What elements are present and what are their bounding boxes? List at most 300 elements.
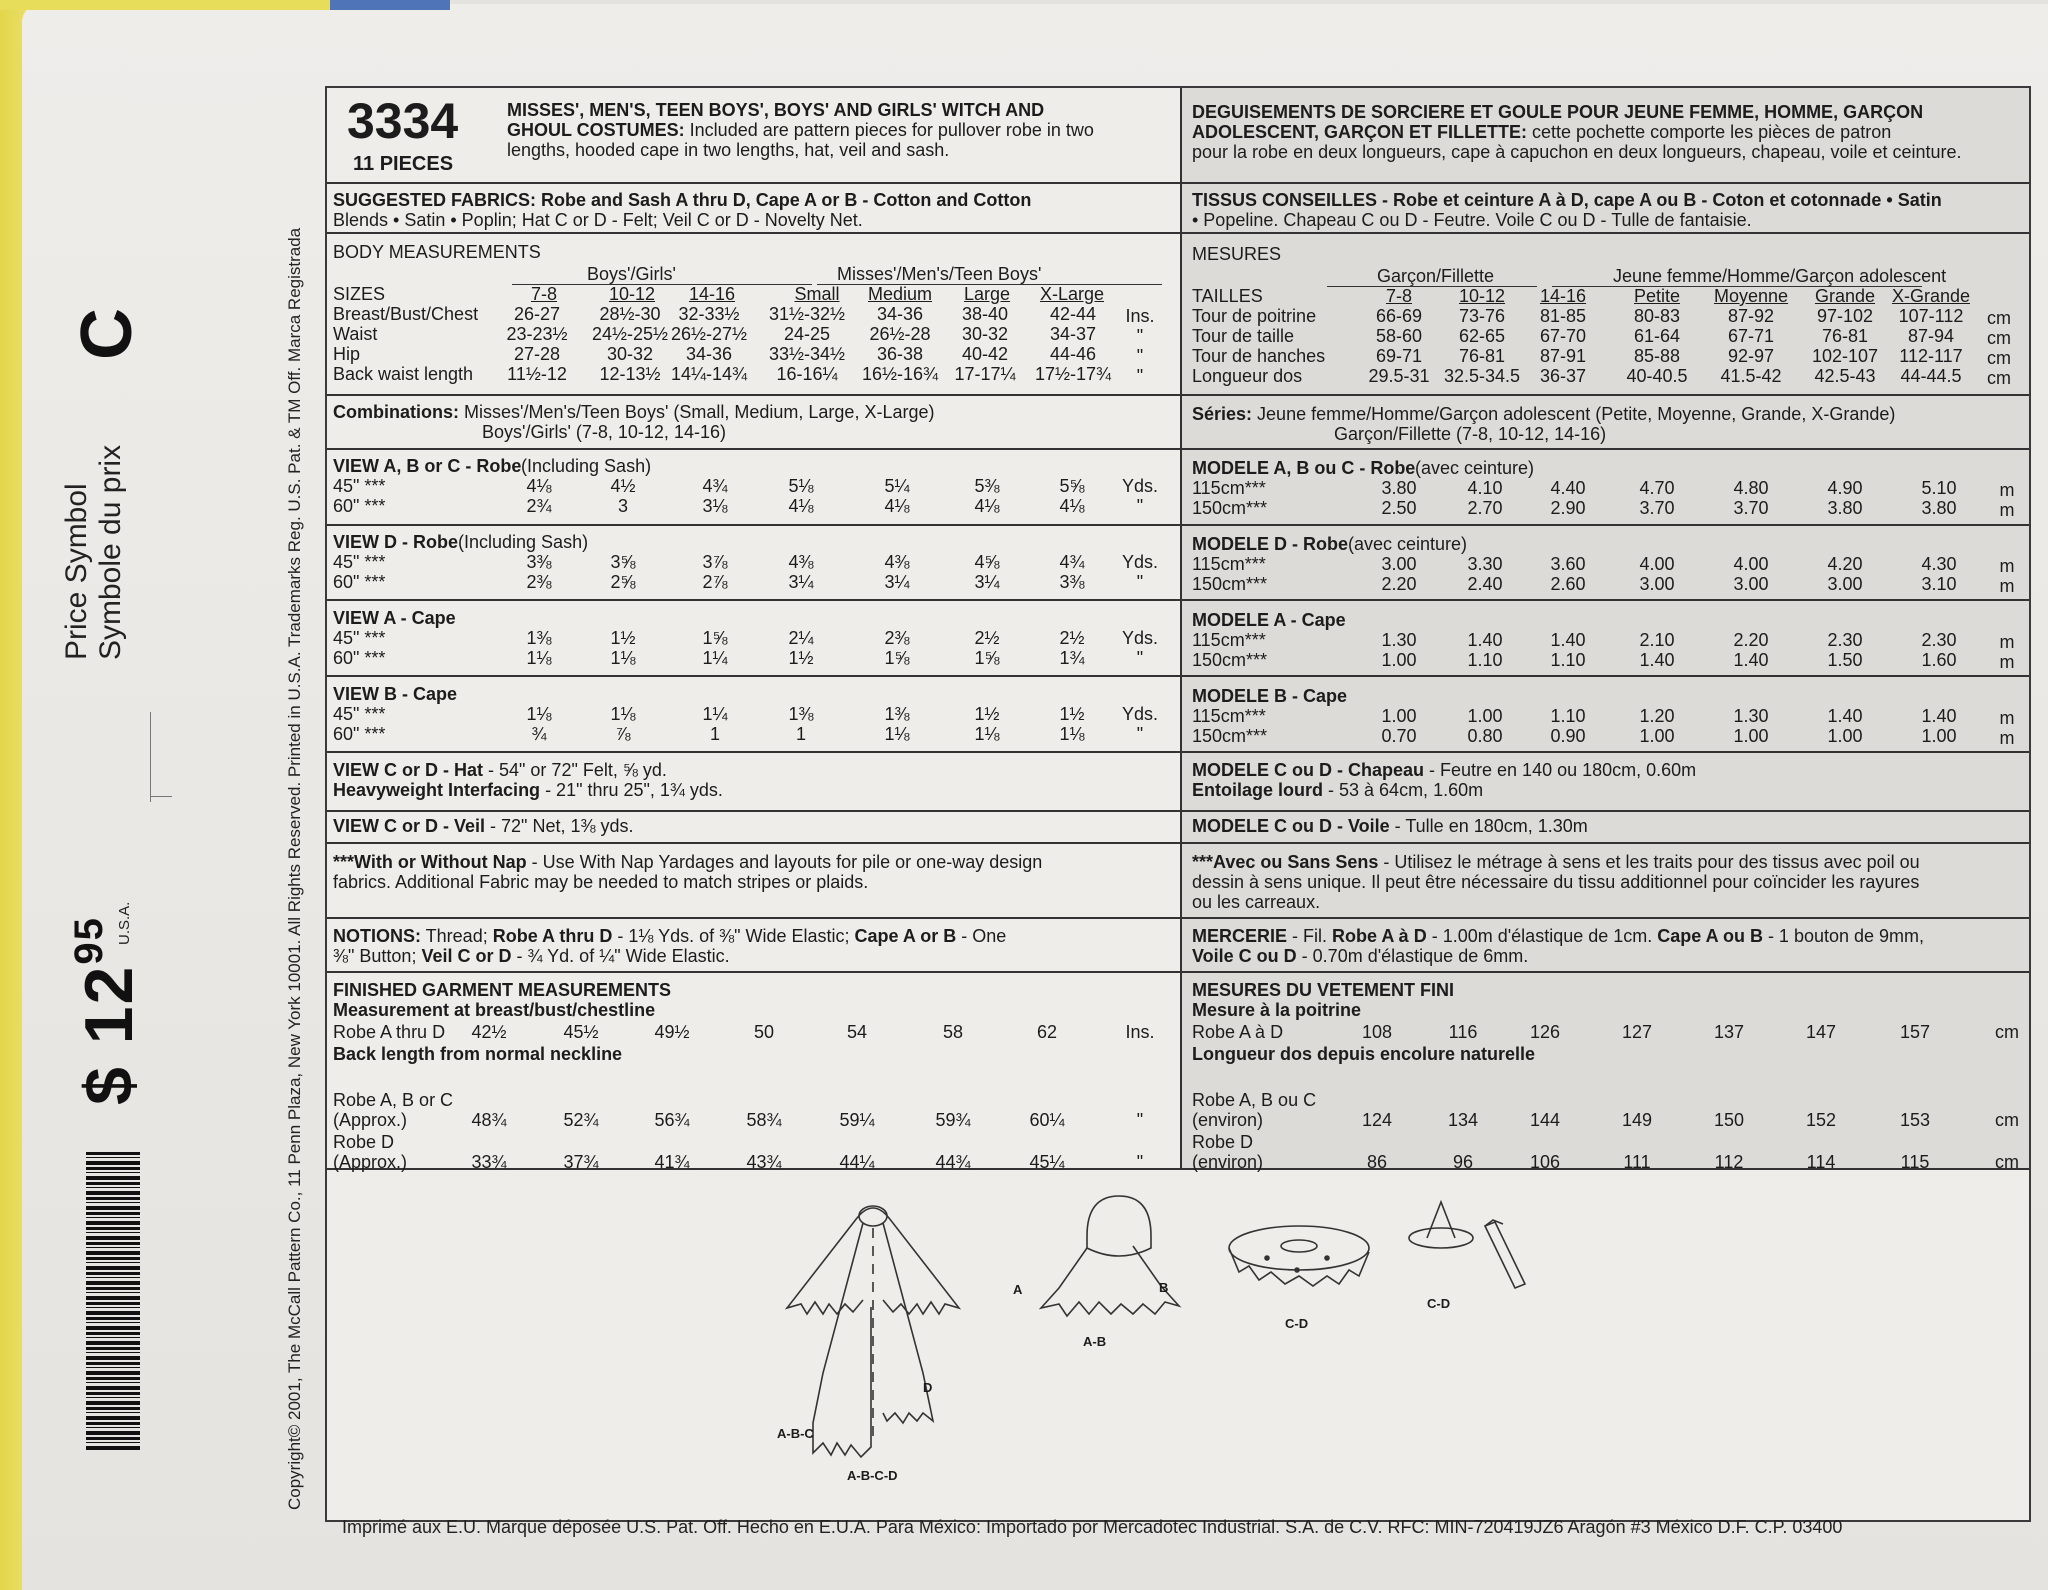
label-cape-ab: A-B: [1083, 1334, 1107, 1349]
yardage-cell-en: 1⅛: [610, 648, 636, 668]
body-cell-en: 34-36: [876, 304, 924, 324]
yardage-cell-fr: 2.20: [1381, 574, 1417, 594]
finished-row-label-fr: (environ): [1192, 1152, 1264, 1172]
combinations-fr-text: Jeune femme/Homme/Garçon adolescent (Petite, Moyenne, Grande, X-Grande): [1252, 404, 1896, 424]
body-cell-fr: 58-60: [1375, 326, 1423, 346]
yardage-cell-fr: 3.00: [1733, 574, 1769, 594]
view-subtitle-fr: (avec ceinture): [1348, 534, 1468, 554]
finished-title-en: FINISHED GARMENT MEASUREMENTS: [333, 980, 672, 1000]
finished-cell-en: 56¾: [654, 1110, 690, 1130]
title-en-2a: GHOUL COSTUMES:: [507, 120, 685, 140]
yardage-cell-fr: 1.60: [1921, 650, 1957, 670]
yardage-cell-fr: 4.80: [1733, 478, 1769, 498]
finished-cell-en: 45½: [563, 1022, 599, 1042]
view-title-en: VIEW A - Cape: [333, 608, 456, 628]
unit-label: m: [1999, 728, 2015, 748]
finished-cell-en: 52¾: [563, 1110, 599, 1130]
yardage-cell-en: 4⅜: [788, 552, 814, 572]
yardage-width-en: 45" ***: [333, 552, 386, 572]
yardage-cell-fr: 0.70: [1381, 726, 1417, 746]
yardage-cell-en: 1⅝: [974, 648, 1000, 668]
finished-row-label-fr: Robe A à D: [1192, 1022, 1284, 1042]
yardage-cell-fr: 3.70: [1639, 498, 1675, 518]
body-row-label-en: Back waist length: [333, 364, 474, 384]
unit-label: ": [1136, 346, 1144, 366]
yardage-cell-en: 2¾: [526, 496, 552, 516]
view-title-fr: MODELE B - Cape: [1192, 686, 1348, 706]
body-cell-fr: 92-97: [1727, 346, 1775, 366]
body-cell-en: 42-44: [1049, 304, 1097, 324]
barcode: [86, 1152, 140, 1452]
view-title-en: VIEW A, B or C - Robe: [333, 456, 522, 476]
unit-label: m: [1999, 480, 2015, 500]
notions-en-thread: Thread;: [421, 926, 493, 946]
title-fr-2a: ADOLESCENT, GARÇON ET FILLETTE:: [1192, 122, 1527, 142]
body-cell-en: 24-25: [783, 324, 831, 344]
yardage-cell-fr: 1.40: [1639, 650, 1675, 670]
yardage-cell-fr: 1.00: [1467, 706, 1503, 726]
body-cell-fr: 69-71: [1375, 346, 1423, 366]
size-header-fr: 7-8: [1385, 286, 1412, 306]
unit-label: ": [1136, 724, 1144, 744]
body-cell-en: 23-23½: [506, 324, 568, 344]
yardage-cell-en: 4⅛: [788, 496, 814, 516]
yardage-cell-fr: 1.40: [1827, 706, 1863, 726]
hat-en-title: VIEW C or D - Hat: [333, 760, 484, 780]
body-cell-fr: 102-107: [1811, 346, 1879, 366]
body-cell-en: 30-32: [961, 324, 1009, 344]
yardage-cell-en: 2⅜: [526, 572, 552, 592]
finished-cell-fr: 147: [1805, 1022, 1837, 1042]
yardage-cell-en: 5⅝: [1059, 476, 1085, 496]
body-row-label-fr: Tour de taille: [1192, 326, 1295, 346]
unit-label: m: [1999, 500, 2015, 520]
finished-cell-fr: 115: [1900, 1152, 1930, 1172]
yardage-cell-fr: 4.40: [1550, 478, 1586, 498]
yardage-cell-en: 1⅛: [610, 704, 636, 724]
yardage-cell-fr: 1.00: [1381, 706, 1417, 726]
body-cell-fr: 85-88: [1633, 346, 1681, 366]
yardage-cell-en: 1½: [1059, 704, 1085, 724]
body-cell-fr: 61-64: [1633, 326, 1681, 346]
sizes-label-fr: TAILLES: [1192, 286, 1263, 306]
yardage-cell-en: 1⅛: [1059, 724, 1085, 744]
unit-label: cm: [1995, 1110, 2019, 1130]
finished-sub1-fr: Mesure à la poitrine: [1192, 1000, 1362, 1020]
pattern-info-sheet: [325, 86, 2031, 1522]
view-illustrations: [327, 88, 2029, 1520]
notions-fr-title: MERCERIE: [1192, 926, 1288, 946]
size-header-fr: Petite: [1633, 286, 1681, 306]
pieces-count: 11 PIECES: [353, 153, 454, 175]
yardage-cell-en: ¾: [531, 724, 547, 744]
group-misses: Misses'/Men's/Teen Boys': [837, 264, 1042, 284]
hat-en-text: - 54" or 72" Felt, ⅝ yd.: [483, 760, 667, 780]
body-cell-en: 38-40: [961, 304, 1009, 324]
title-fr-1: DEGUISEMENTS DE SORCIERE ET GOULE POUR JEUNE FEMME, HOMME, GARÇON: [1192, 102, 1924, 122]
yardage-cell-en: 2¼: [788, 628, 814, 648]
body-title-en: BODY MEASUREMENTS: [333, 242, 541, 262]
yardage-cell-en: 1⅜: [788, 704, 814, 724]
finished-row-pre-fr: Robe A, B ou C: [1192, 1090, 1317, 1110]
body-cell-en: 26½-27½: [670, 324, 748, 344]
size-header-en: X-Large: [1039, 284, 1105, 304]
notions-fr-thread: - Fil.: [1287, 926, 1333, 946]
price-cents: 95: [67, 916, 112, 965]
yardage-cell-fr: 2.30: [1827, 630, 1863, 650]
body-cell-fr: 42.5-43: [1814, 366, 1876, 386]
yardage-width-fr: 115cm***: [1192, 478, 1266, 498]
yardage-cell-en: 1¾: [1059, 648, 1085, 668]
body-row-label-en: Hip: [333, 344, 361, 364]
yardage-cell-en: 1⅛: [884, 724, 910, 744]
price-symbol-fr: Symbole du prix: [94, 444, 127, 660]
combinations-en-label: Combinations:: [333, 402, 459, 422]
finished-cell-en: 48¾: [471, 1110, 507, 1130]
label-robe-abc: A-B-C: [777, 1426, 814, 1441]
finished-row-label-en: (Approx.): [333, 1152, 408, 1172]
body-cell-fr: 107-112: [1898, 306, 1964, 326]
finished-row-pre-en: Robe A, B or C: [333, 1090, 454, 1110]
blue-top-edge: [330, 0, 450, 10]
finished-row-pre-fr: Robe D: [1192, 1132, 1254, 1152]
yardage-cell-en: 4¾: [702, 476, 728, 496]
yardage-cell-en: 4⅝: [974, 552, 1000, 572]
yardage-width-fr: 150cm***: [1192, 726, 1268, 746]
body-cell-fr: 73-76: [1458, 306, 1506, 326]
label-cape-a: A: [1013, 1282, 1023, 1297]
finished-cell-en: 59¾: [935, 1110, 971, 1130]
body-cell-en: 27-28: [513, 344, 561, 364]
finished-cell-fr: 124: [1361, 1110, 1393, 1130]
finished-sub2-fr: Longueur dos depuis encolure naturelle: [1192, 1044, 1536, 1064]
group-jeune: Jeune femme/Homme/Garçon adolescent: [1613, 266, 1947, 286]
body-cell-fr: 29.5-31: [1368, 366, 1430, 386]
yardage-cell-fr: 5.10: [1921, 478, 1957, 498]
finished-cell-en: 49½: [654, 1022, 690, 1042]
body-cell-en: 34-37: [1049, 324, 1097, 344]
label-cape-b: B: [1159, 1280, 1169, 1295]
yardage-cell-en: 3¼: [974, 572, 1000, 592]
nap-fr-2: dessin à sens unique. Il peut être nécessaire du tissu additionnel pour coïncider les rayures: [1192, 872, 1920, 892]
yardage-width-en: 45" ***: [333, 704, 386, 724]
yardage-width-en: 45" ***: [333, 476, 386, 496]
unit-label: Yds.: [1121, 476, 1159, 496]
interfacing-en-title: Heavyweight Interfacing: [333, 780, 541, 800]
yardage-cell-fr: 4.10: [1467, 478, 1503, 498]
yardage-cell-fr: 2.70: [1467, 498, 1503, 518]
body-cell-fr: 81-85: [1539, 306, 1587, 326]
nap-fr-text: - Utilisez le métrage à sens et les traits pour des tissus avec poil ou: [1378, 852, 1920, 872]
finished-cell-fr: 116: [1448, 1022, 1478, 1042]
body-cell-en: 17½-17¾: [1034, 364, 1112, 384]
combinations-fr-label: Séries:: [1192, 404, 1253, 424]
combinations-en-text: Misses'/Men's/Teen Boys' (Small, Medium, Large, X-Large): [459, 402, 935, 422]
yardage-cell-en: 1⅝: [884, 648, 910, 668]
view-title-fr: MODELE A, B ou C - Robe: [1192, 458, 1416, 478]
yardage-cell-en: 2⅞: [702, 572, 728, 592]
finished-cell-en: 37¾: [563, 1152, 599, 1172]
finished-row-label-fr: (environ): [1192, 1110, 1264, 1130]
body-cell-en: 32-33½: [678, 304, 740, 324]
yardage-cell-fr: 2.40: [1467, 574, 1503, 594]
body-cell-fr: 87-91: [1539, 346, 1587, 366]
yardage-cell-en: 3¼: [788, 572, 814, 592]
yardage-cell-en: 3⅝: [610, 552, 636, 572]
price-symbol-label: [60, 445, 128, 660]
yardage-cell-fr: 2.20: [1733, 630, 1769, 650]
yardage-cell-fr: 0.90: [1550, 726, 1586, 746]
size-header-en: Large: [963, 284, 1011, 304]
yardage-width-fr: 115cm***: [1192, 554, 1266, 574]
group-garcon: Garçon/Fillette: [1377, 266, 1495, 286]
finished-cell-en: 33¾: [471, 1152, 507, 1172]
label-robe-abcd: A-B-C-D: [847, 1468, 898, 1483]
yardage-cell-fr: 3.00: [1639, 574, 1675, 594]
veil-fr-text: - Tulle en 180cm, 1.30m: [1389, 816, 1588, 836]
unit-label: cm: [1995, 1152, 2019, 1172]
body-cell-en: 26½-28: [869, 324, 931, 344]
yardage-cell-fr: 2.60: [1550, 574, 1586, 594]
finished-cell-en: 43¾: [746, 1152, 782, 1172]
body-cell-en: 16½-16¾: [861, 364, 939, 384]
yardage-cell-fr: 1.40: [1467, 630, 1503, 650]
body-cell-fr: 41.5-42: [1720, 366, 1782, 386]
price-dollar: $: [71, 1065, 147, 1105]
finished-cell-en: 44¼: [839, 1152, 875, 1172]
size-header-fr: 10-12: [1458, 286, 1506, 306]
finished-cell-fr: 134: [1447, 1110, 1479, 1130]
body-cell-en: 31½-32½: [768, 304, 846, 324]
yardage-width-en: 60" ***: [333, 496, 386, 516]
yardage-cell-en: 4⅜: [884, 552, 910, 572]
yardage-cell-en: 1⅜: [884, 704, 910, 724]
finished-title-fr: MESURES DU VETEMENT FINI: [1192, 980, 1455, 1000]
fabrics-en-1: SUGGESTED FABRICS: Robe and Sash A thru D, Cape A or B - Cotton and Cotton: [333, 190, 1032, 210]
yardage-cell-en: 1⅛: [526, 704, 552, 724]
yardage-cell-fr: 1.00: [1639, 726, 1675, 746]
yardage-cell-fr: 1.30: [1381, 630, 1417, 650]
unit-label: ": [1136, 326, 1144, 346]
body-cell-en: 24½-25½: [591, 324, 669, 344]
yardage-cell-fr: 1.50: [1827, 650, 1863, 670]
finished-cell-en: 42½: [471, 1022, 507, 1042]
title-en-1: MISSES', MEN'S, TEEN BOYS', BOYS' AND GIRLS' WITCH AND: [507, 100, 1045, 120]
size-header-en: Small: [794, 284, 840, 304]
finished-row-label-en: Robe A thru D: [333, 1022, 446, 1042]
yardage-cell-fr: 3.00: [1381, 554, 1417, 574]
yardage-cell-en: 4⅛: [1059, 496, 1085, 516]
price-letter: C: [67, 308, 147, 360]
view-title-en: VIEW B - Cape: [333, 684, 458, 704]
body-cell-en: 11½-12: [507, 364, 567, 384]
body-cell-en: 16-16¼: [776, 364, 838, 384]
notions-en-veil-text: - ¾ Yd. of ¼" Wide Elastic.: [511, 946, 730, 966]
notions-en-title: NOTIONS:: [333, 926, 421, 946]
label-hat-cd: C-D: [1427, 1296, 1451, 1311]
yardage-cell-en: 5¼: [884, 476, 910, 496]
body-cell-fr: 76-81: [1458, 346, 1506, 366]
yardage-cell-fr: 4.70: [1639, 478, 1675, 498]
yardage-cell-fr: 2.30: [1921, 630, 1957, 650]
yardage-cell-fr: 1.10: [1467, 650, 1503, 670]
body-cell-en: 36-38: [876, 344, 924, 364]
title-fr-2b: cette pochette comporte les pièces de patron: [1527, 122, 1892, 142]
title-en-3: lengths, hooded cape in two lengths, hat, veil and sash.: [507, 140, 950, 160]
finished-cell-fr: 106: [1529, 1152, 1561, 1172]
title-en-2b: Included are pattern pieces for pullover robe in two: [684, 120, 1094, 140]
hat-fr-title: MODELE C ou D - Chapeau: [1192, 760, 1425, 780]
yardage-cell-fr: 1.00: [1827, 726, 1863, 746]
unit-label: Yds.: [1121, 704, 1159, 724]
size-header-fr: 14-16: [1539, 286, 1587, 306]
notions-en-cape-text: - One: [956, 926, 1007, 946]
finished-cell-fr: 152: [1805, 1110, 1837, 1130]
body-cell-fr: 87-92: [1727, 306, 1775, 326]
unit-label: ": [1136, 1152, 1144, 1172]
view-subtitle-fr: (avec ceinture): [1415, 458, 1535, 478]
notions-en-button: ⅜" Button;: [333, 946, 422, 966]
veil-en-title: VIEW C or D - Veil: [333, 816, 486, 836]
unit-label: cm: [1987, 308, 2011, 328]
unit-label: m: [1999, 556, 2015, 576]
nap-en-title: ***With or Without Nap: [333, 852, 527, 872]
finished-cell-en: 58¾: [746, 1110, 782, 1130]
price-symbol-en: Price Symbol: [60, 483, 93, 660]
body-cell-fr: 44-44.5: [1900, 366, 1962, 386]
body-cell-en: 12-13½: [599, 364, 661, 384]
notions-en-robe: Robe A thru D: [492, 926, 613, 946]
finished-cell-fr: 137: [1713, 1022, 1745, 1042]
notions-fr-veil: Voile C ou D: [1192, 946, 1297, 966]
price-value: [67, 916, 148, 1105]
fabrics-fr-2: • Popeline. Chapeau C ou D - Feutre. Voile C ou D - Tulle de fantaisie.: [1192, 210, 1752, 230]
body-cell-en: 33½-34½: [768, 344, 846, 364]
finished-cell-en: 45¼: [1029, 1152, 1065, 1172]
yardage-cell-en: 1⅛: [526, 648, 552, 668]
finished-cell-fr: 96: [1452, 1152, 1474, 1172]
yardage-cell-fr: 4.30: [1921, 554, 1957, 574]
flap-mark-2: [150, 796, 172, 797]
yardage-cell-en: 1½: [788, 648, 814, 668]
yardage-width-fr: 150cm***: [1192, 498, 1268, 518]
label-robe-d: D: [923, 1380, 933, 1395]
unit-label: ": [1136, 572, 1144, 592]
fabrics-en-2: Blends • Satin • Poplin; Hat C or D - Felt; Veil C or D - Novelty Net.: [333, 210, 863, 230]
yardage-cell-en: 3⅞: [702, 552, 728, 572]
yardage-width-fr: 150cm***: [1192, 650, 1268, 670]
finished-cell-fr: 112: [1714, 1152, 1744, 1172]
finished-cell-en: 59¼: [839, 1110, 875, 1130]
unit-label: m: [1999, 652, 2015, 672]
body-cell-en: 44-46: [1049, 344, 1097, 364]
yardage-cell-en: 2⅜: [884, 628, 910, 648]
yardage-width-en: 60" ***: [333, 572, 386, 592]
finished-cell-en: 50: [753, 1022, 775, 1042]
unit-label: Ins.: [1125, 306, 1155, 326]
body-title-fr: MESURES: [1192, 244, 1282, 264]
yardage-cell-fr: 1.40: [1921, 706, 1957, 726]
body-cell-fr: 112-117: [1899, 346, 1963, 366]
finished-sub2-en: Back length from normal neckline: [333, 1044, 623, 1064]
yardage-cell-fr: 2.10: [1639, 630, 1675, 650]
yardage-cell-fr: 3.00: [1827, 574, 1863, 594]
yardage-cell-fr: 1.30: [1733, 706, 1769, 726]
finished-cell-fr: 127: [1621, 1022, 1653, 1042]
label-veil-cd: C-D: [1285, 1316, 1309, 1331]
size-header-fr: Moyenne: [1713, 286, 1789, 306]
yardage-cell-en: 4⅛: [974, 496, 1000, 516]
view-subtitle-en: (Including Sash): [521, 456, 652, 476]
combinations-en-2: Boys'/Girls' (7-8, 10-12, 14-16): [482, 422, 726, 442]
body-row-label-en: Breast/Bust/Chest: [333, 304, 479, 324]
yardage-width-fr: 115cm***: [1192, 706, 1266, 726]
notions-fr-robe: Robe A à D: [1332, 926, 1427, 946]
body-row-label-fr: Tour de poitrine: [1192, 306, 1317, 326]
yardage-cell-fr: 1.00: [1921, 726, 1957, 746]
body-cell-fr: 40-40.5: [1626, 366, 1688, 386]
yardage-cell-fr: 2.90: [1550, 498, 1586, 518]
yardage-cell-en: 5⅜: [974, 476, 1000, 496]
yardage-cell-en: 2½: [1059, 628, 1085, 648]
yardage-cell-fr: 3.80: [1827, 498, 1863, 518]
yardage-width-en: 60" ***: [333, 648, 386, 668]
unit-label: m: [1999, 576, 2015, 596]
yardage-cell-en: 1¼: [702, 704, 728, 724]
yardage-cell-fr: 4.20: [1827, 554, 1863, 574]
body-cell-fr: 76-81: [1821, 326, 1869, 346]
finished-cell-en: 54: [846, 1022, 868, 1042]
yardage-cell-fr: 3.30: [1467, 554, 1503, 574]
unit-label: cm: [1987, 368, 2011, 388]
yardage-cell-en: 3⅜: [1059, 572, 1085, 592]
finished-cell-fr: 153: [1899, 1110, 1931, 1130]
nap-fr-3: ou les carreaux.: [1192, 892, 1321, 912]
yardage-cell-en: 3: [617, 496, 628, 516]
yardage-cell-en: 2⅝: [610, 572, 636, 592]
yardage-cell-en: ⅞: [615, 724, 631, 744]
finished-row-label-en: (Approx.): [333, 1110, 408, 1130]
unit-label: cm: [1987, 348, 2011, 368]
view-title-fr: MODELE A - Cape: [1192, 610, 1346, 630]
view-title-en: VIEW D - Robe: [333, 532, 458, 552]
body-cell-fr: 62-65: [1458, 326, 1506, 346]
finished-cell-fr: 114: [1806, 1152, 1836, 1172]
unit-label: cm: [1995, 1022, 2019, 1042]
yardage-cell-en: 1⅜: [526, 628, 552, 648]
body-cell-en: 28½-30: [599, 304, 661, 324]
yardage-cell-fr: 2.50: [1381, 498, 1417, 518]
title-fr-3: pour la robe en deux longueurs, cape à capuchon en deux longueurs, chapeau, voile et ceinture.: [1192, 142, 1962, 162]
yardage-cell-en: 1⅛: [974, 724, 1000, 744]
notions-en-veil: Veil C or D: [421, 946, 512, 966]
yardage-cell-en: 5⅛: [788, 476, 814, 496]
unit-label: m: [1999, 632, 2015, 652]
group-boys-girls: Boys'/Girls': [587, 264, 676, 284]
yardage-cell-en: 1⅝: [702, 628, 728, 648]
body-cell-fr: 80-83: [1633, 306, 1681, 326]
body-cell-fr: 67-71: [1727, 326, 1775, 346]
yardage-cell-fr: 1.10: [1550, 706, 1586, 726]
view-subtitle-en: (Including Sash): [458, 532, 589, 552]
body-cell-fr: 97-102: [1816, 306, 1874, 326]
body-cell-en: 40-42: [961, 344, 1009, 364]
yardage-cell-fr: 0.80: [1467, 726, 1503, 746]
yardage-cell-en: 1¼: [702, 648, 728, 668]
finished-cell-fr: 150: [1713, 1110, 1745, 1130]
body-row-label-en: Waist: [333, 324, 378, 344]
finished-cell-en: 58: [942, 1022, 964, 1042]
